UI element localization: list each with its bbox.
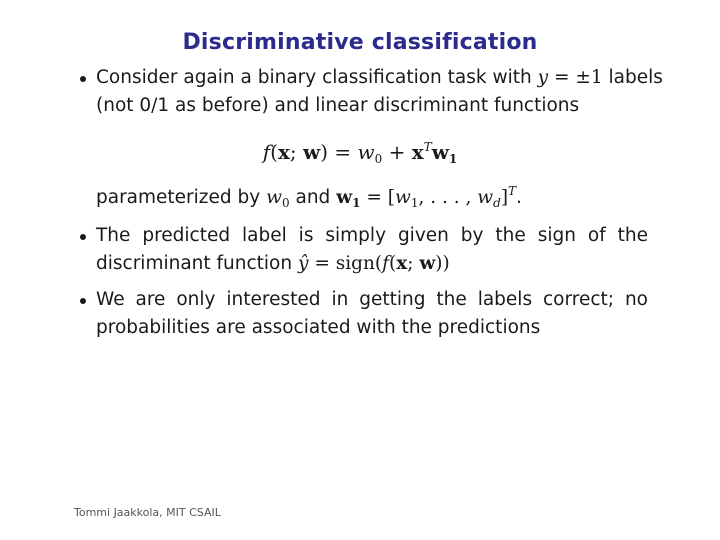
bullet-2-line-2: discriminant function ŷ = sign(f(x; w)) [96, 253, 450, 274]
inline-math-w0: $w_0$ [266, 187, 290, 210]
display-equation: f(x; $w) = w_0 + x^Tw_1$ [262, 140, 458, 166]
bullet-3-marker [80, 298, 86, 304]
footer-author: Tommi Jaakkola, MIT CSAIL [74, 506, 221, 519]
inline-math-yhat: ŷ = sign(f(x; w)) [297, 253, 450, 274]
bullet-1-inline-math-y: y = ±1 [537, 67, 603, 88]
slide-title: Discriminative classification [182, 30, 538, 55]
bullet-3-line-1: We are only interested in getting the labels correct; no [96, 289, 648, 310]
bullet-1-line-2: (not 0/1 as before) and linear discriminant functions [96, 95, 580, 116]
inline-math-w1-vector: $w_1 = [w_1$, . . . , $w_d]^T$ [336, 184, 517, 210]
bullet-1-line-1: Consider again a binary classification task with y = ±1 labels [96, 67, 663, 88]
bullet-1-param-line: parameterized by $w_0$ and $w_1 = [w_1$, . . . , $w_d]^T$. [96, 184, 522, 210]
bullet-3-line-2: probabilities are associated with the predictions [96, 317, 541, 338]
bullet-2-line-1: The predicted label is simply given by the sign of the [96, 225, 648, 246]
bullet-1-text [96, 64, 663, 120]
bullet-2-text [96, 222, 648, 278]
bullet-3-text [96, 286, 648, 342]
bullet-1-marker [80, 76, 86, 82]
bullet-2-marker [80, 234, 86, 240]
